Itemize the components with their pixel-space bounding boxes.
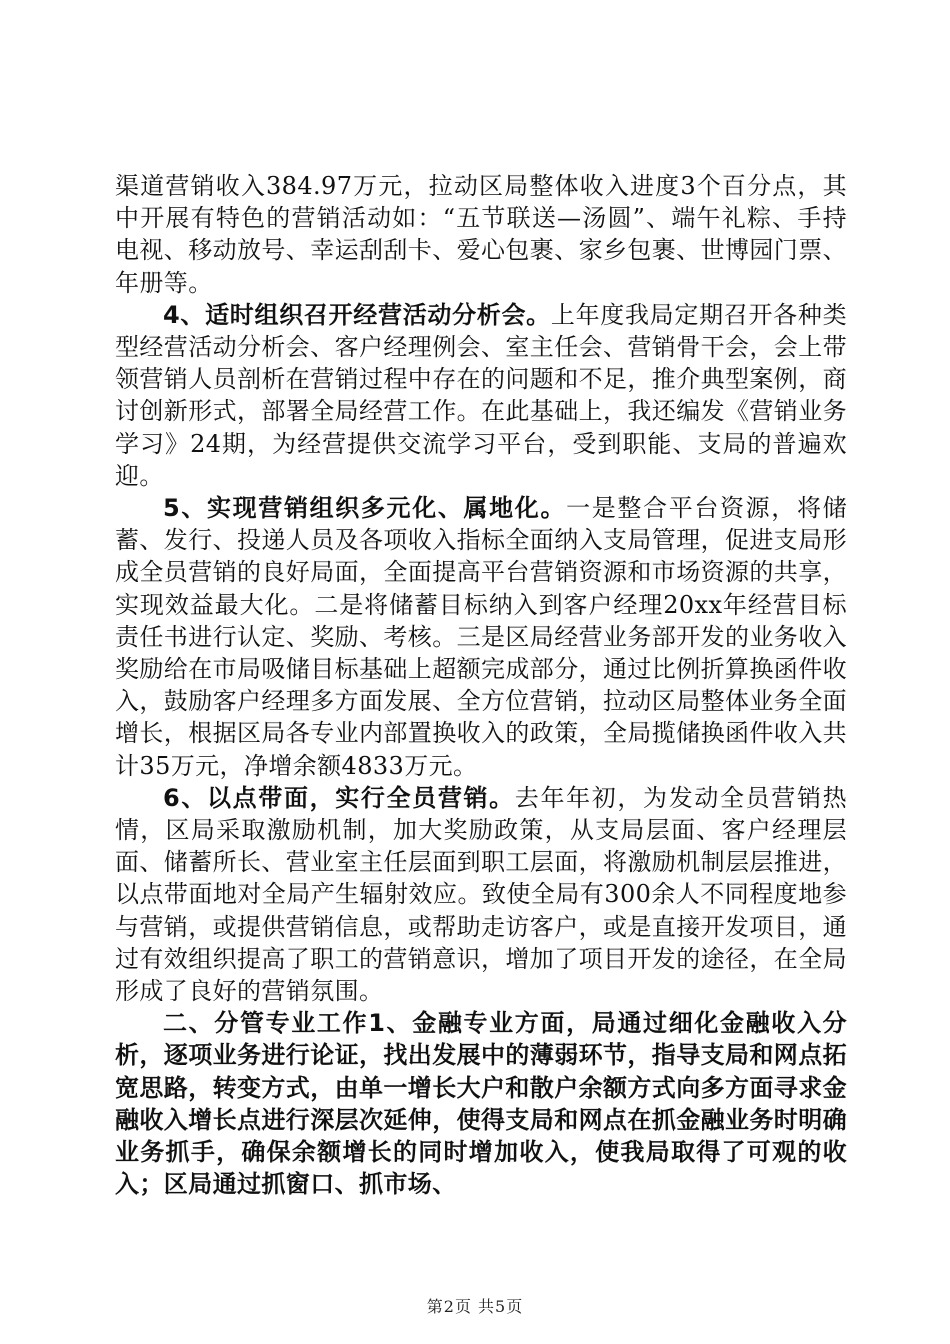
page-footer	[0, 1294, 950, 1317]
page-number-label: 第2页 共5页	[426, 1297, 524, 1316]
paragraph-text: 一是整合平台资源，将储蓄、发行、投递人员及各项收入指标全面纳入支局管理，促进支局形成全员营销的良好局面，全面提高平台营销资源和市场资源的共享，实现效益最大化。二是将储蓄目标纳入到客户经理20xx年经营目标责任书进行认定、奖励、考核。三是区局经营业务部开发的业务收入奖励给在市局吸储目标基础上超额完成部分，通过比例折算换函件收入，鼓励客户经理多方面发展、全方位营销，拉动区局整体业务全面增长，根据区局各专业内部置换收入的政策，全局揽储换函件收入共计35万元，净增余额4833万元。	[115, 494, 847, 780]
paragraph-item-4	[115, 299, 847, 492]
paragraph-text: 上年度我局定期召开各种类型经营活动分析会、客户经理例会、室主任会、营销骨干会，会上带领营销人员剖析在营销过程中存在的问题和不足，推介典型案例，商讨创新形式，部署全局经营工作。在此基础上，我还编发《营销业务学习》24期，为经营提供交流学习平台，受到职能、支局的普遍欢迎。	[115, 300, 847, 490]
paragraph-item-5	[115, 492, 847, 782]
paragraph-heading: 5、实现营销组织多元化、属地化。	[163, 494, 567, 523]
paragraph-heading: 二、分管专业工作1、金融专业方面，局通过细化金融收入分析，逐项业务进行论证，找出发展中的薄弱环节，指导支局和网点拓宽思路，转变方式，由单一增长大户和散户余额方式向多方面寻求金融收入增长点进行深层次延伸，使得支局和网点在抓金融业务时明确业务抓手，确保余额增长的同时增加收入，使我局取得了可观的收入；区局通过抓窗口、抓市场、	[115, 1009, 847, 1199]
paragraph-continuation	[115, 170, 847, 299]
paragraph-section-two	[115, 1007, 847, 1200]
paragraph-item-6	[115, 782, 847, 1007]
document-body	[115, 170, 847, 1201]
paragraph-text: 去年年初，为发动全员营销热情，区局采取激励机制，加大奖励政策，从支局层面、客户经理层面、储蓄所长、营业室主任层面到职工层面，将激励机制层层推进，以点带面地对全局产生辐射效应。致使全局有300余人不同程度地参与营销，或提供营销信息，或帮助走访客户，或是直接开发项目，通过有效组织提高了职工的营销意识，增加了项目开发的途径，在全局形成了良好的营销氛围。	[115, 783, 847, 1006]
paragraph-heading: 6、以点带面，实行全员营销。	[163, 783, 515, 812]
paragraph-heading: 4、适时组织召开经营活动分析会。	[163, 300, 551, 329]
paragraph-text: 渠道营销收入384.97万元，拉动区局整体收入进度3个百分点，其中开展有特色的营销活动如：“五节联送—汤圆”、端午礼粽、手持电视、移动放号、幸运刮刮卡、爱心包裹、家乡包裹、世博园门票、年册等。	[115, 172, 847, 297]
